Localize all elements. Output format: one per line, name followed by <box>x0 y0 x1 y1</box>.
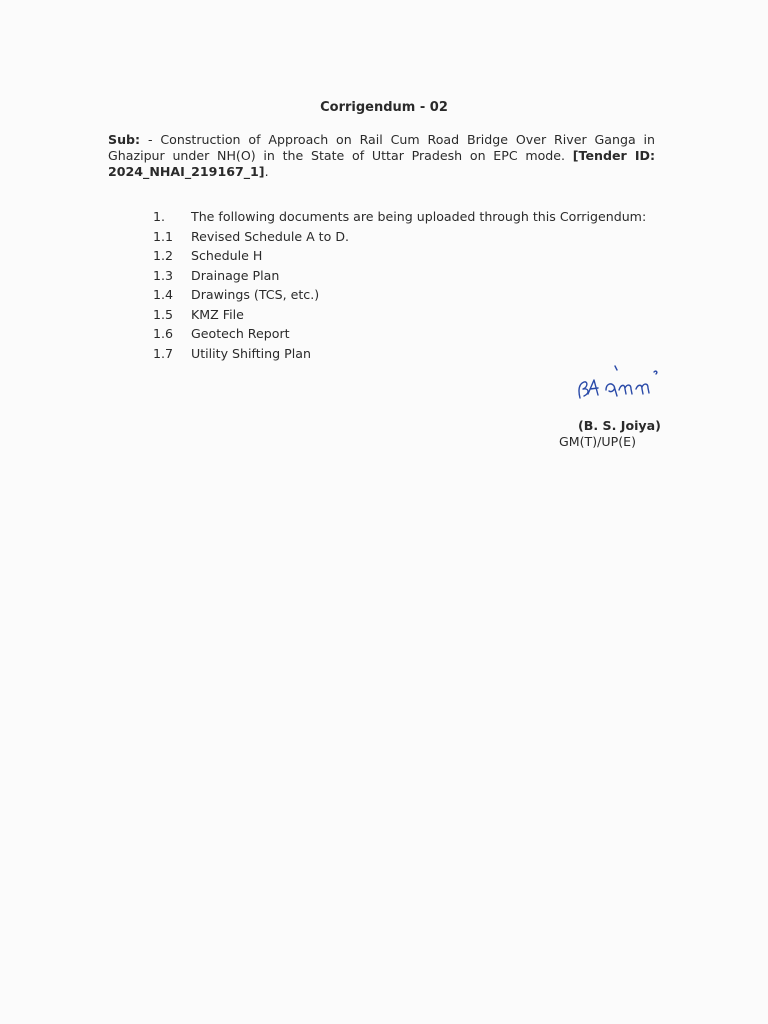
item-text: Drainage Plan <box>191 267 280 283</box>
item-number: 1.5 <box>153 306 174 322</box>
subject-text: - Construction of Approach on Rail Cum Road Bridge Over River Ganga in Ghazipur under NH(O) in the State of Uttar Pradesh on EPC mode. <box>108 132 655 163</box>
item-text: Drawings (TCS, etc.) <box>191 287 320 302</box>
item-number: 1.2 <box>153 248 174 263</box>
item-number: 1.1 <box>153 228 174 244</box>
item-text: Geotech Report <box>191 326 290 341</box>
item-text: Schedule H <box>191 248 263 263</box>
subject-paragraph <box>108 132 655 180</box>
item-number: 1.6 <box>153 326 174 341</box>
item-number: 1. <box>153 209 166 224</box>
handwritten-signature <box>570 360 670 406</box>
subject-label: Sub: <box>108 132 141 147</box>
item-text: Utility Shifting Plan <box>191 345 311 361</box>
subject-text-end: . <box>264 164 269 179</box>
tender-id: [Tender ID: 2024_NHAI_219167_1] <box>108 148 656 179</box>
item-text: Revised Schedule A to D. <box>191 228 350 244</box>
item-text: The following documents are being uploaded through this Corrigendum: <box>191 209 647 224</box>
item-text: KMZ File <box>191 306 244 322</box>
item-number: 1.3 <box>153 267 174 283</box>
document-title: Corrigendum - 02 <box>320 100 448 115</box>
signatory-designation: GM(T)/UP(E) <box>559 434 636 449</box>
signatory-name: (B. S. Joiya) <box>578 418 661 433</box>
item-number: 1.7 <box>153 345 174 361</box>
item-number: 1.4 <box>153 287 174 302</box>
